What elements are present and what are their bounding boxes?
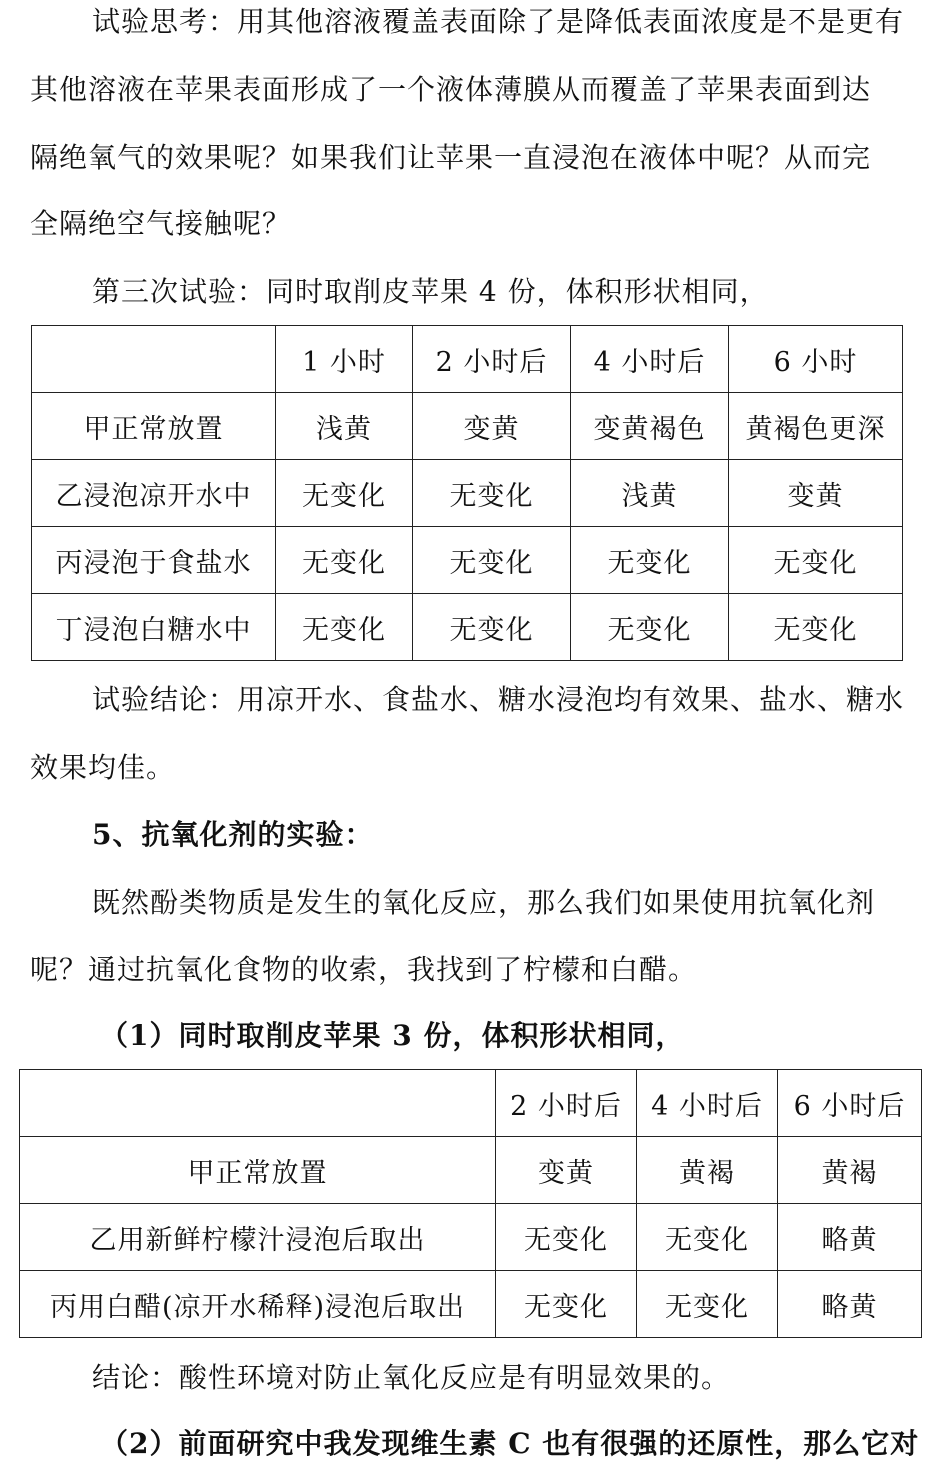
table-header-cell [32,326,276,393]
table-cell: 浅黄 [276,393,413,460]
table-cell: 无变化 [571,594,729,661]
table-cell: 丙用白醋(凉开水稀释)浸泡后取出 [20,1271,496,1338]
table-row [32,527,903,594]
conclusion-line: 效果均佳。 [30,751,176,784]
subsection-title: （1）同时取削皮苹果 3 份，体积形状相同， [100,1019,685,1052]
table-cell: 无变化 [729,594,903,661]
results-table-2 [19,1069,922,1338]
section-heading: 5、抗氧化剂的实验： [92,818,374,851]
conclusion-line: 试验结论：用凉开水、食盐水、糖水浸泡均有效果、盐水、糖水 [92,683,905,716]
table-cell: 黄褐色更深 [729,393,903,460]
table-header-row [32,326,903,393]
table-header-cell: 2 小时后 [413,326,571,393]
table-cell: 无变化 [413,460,571,527]
paragraph-line: 全隔绝空气接触呢？ [30,207,292,240]
paragraph-line: 隔绝氧气的效果呢？如果我们让苹果一直浸泡在液体中呢？从而完 [30,141,872,174]
table-cell: 黄褐 [778,1137,922,1204]
table-cell: 无变化 [276,460,413,527]
paragraph-line: 试验思考：用其他溶液覆盖表面除了是降低表面浓度是不是更有 [92,5,905,38]
table-cell: 乙浸泡凉开水中 [32,460,276,527]
table-header-cell: 1 小时 [276,326,413,393]
table-cell: 无变化 [571,527,729,594]
table-row [32,460,903,527]
table-cell: 丙浸泡于食盐水 [32,527,276,594]
table-cell: 略黄 [778,1204,922,1271]
table-cell: 变黄 [729,460,903,527]
table-cell: 无变化 [496,1204,637,1271]
table-cell: 无变化 [637,1204,778,1271]
table-row [20,1271,922,1338]
paragraph-line: 既然酚类物质是发生的氧化反应，那么我们如果使用抗氧化剂 [92,886,876,919]
table-cell: 甲正常放置 [20,1137,496,1204]
table-cell: 丁浸泡白糖水中 [32,594,276,661]
table-cell: 无变化 [496,1271,637,1338]
table-header-cell: 4 小时后 [571,326,729,393]
table-row [20,1204,922,1271]
table-cell: 变黄 [496,1137,637,1204]
table-cell: 无变化 [413,527,571,594]
table-cell: 浅黄 [571,460,729,527]
table-cell: 无变化 [413,594,571,661]
table-header-cell: 6 小时 [729,326,903,393]
table-header-cell: 2 小时后 [496,1070,637,1137]
table-row [32,594,903,661]
paragraph-line: 其他溶液在苹果表面形成了一个液体薄膜从而覆盖了苹果表面到达 [30,73,872,106]
table-cell: 无变化 [276,594,413,661]
table-cell: 无变化 [729,527,903,594]
table-cell: 黄褐 [637,1137,778,1204]
subsection-title: （2）前面研究中我发现维生素 C 也有很强的还原性，那么它对 [100,1427,920,1460]
paragraph-line: 呢？通过抗氧化食物的收索，我找到了柠檬和白醋。 [30,953,698,986]
table-cell: 略黄 [778,1271,922,1338]
table-header-cell: 4 小时后 [637,1070,778,1137]
table-header-cell [20,1070,496,1137]
conclusion-line: 结论：酸性环境对防止氧化反应是有明显效果的。 [92,1361,731,1394]
table-header-row [20,1070,922,1137]
table-cell: 甲正常放置 [32,393,276,460]
table-header-cell: 6 小时后 [778,1070,922,1137]
table-cell: 变黄 [413,393,571,460]
table-cell: 无变化 [276,527,413,594]
table-cell: 无变化 [637,1271,778,1338]
experiment-title: 第三次试验：同时取削皮苹果 4 份，体积形状相同， [92,275,769,308]
table-row [32,393,903,460]
table-cell: 乙用新鲜柠檬汁浸泡后取出 [20,1204,496,1271]
table-row [20,1137,922,1204]
results-table-1 [31,325,903,661]
table-cell: 变黄褐色 [571,393,729,460]
